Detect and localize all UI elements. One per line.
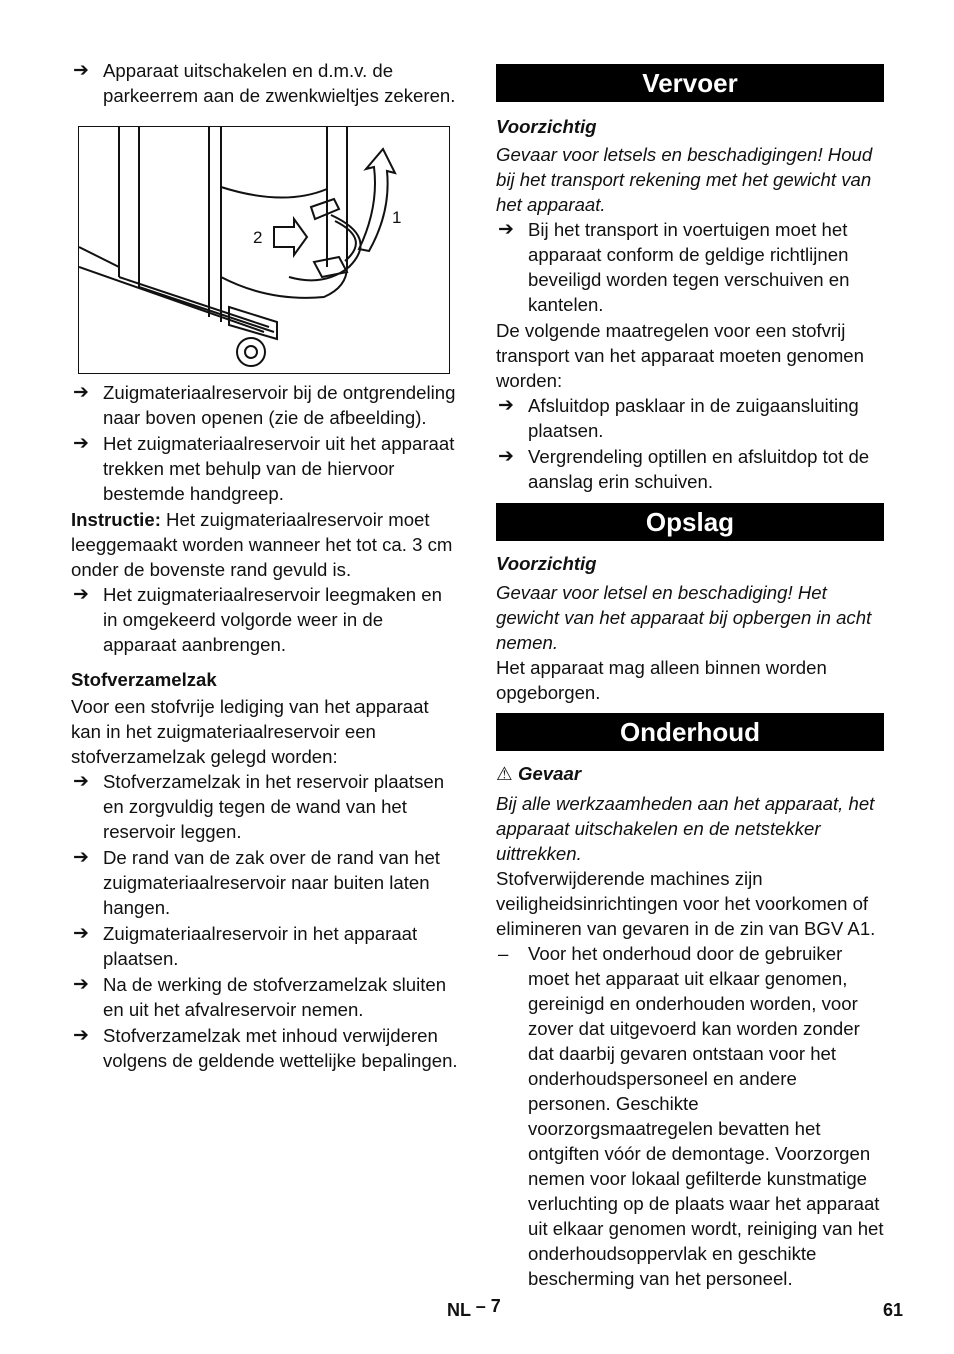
bullet-text: Bij het transport in voertuigen moet het apparaat conform de geldige richtlijnen beveiligd worden tegen verschuiven en kantelen. — [528, 219, 850, 315]
section-heading-vervoer: Vervoer — [496, 64, 884, 102]
footer-language: NL — [447, 1300, 471, 1320]
bullet-item — [71, 380, 461, 430]
arrow-right-icon: ➔ — [73, 583, 89, 605]
bullet-item — [496, 444, 884, 494]
danger-label: Gevaar — [518, 763, 582, 784]
bullet-text: Vergrendeling optillen en afsluitdop tot de aanslag erin schuiven. — [528, 446, 870, 492]
bullet-item — [71, 769, 461, 844]
bullet-item — [71, 582, 461, 657]
section-heading-onderhoud: Onderhoud — [496, 713, 884, 751]
caution-label: Voorzichtig — [496, 116, 597, 137]
bullet-text: Zuigmateriaalreservoir bij de ontgrendeling naar boven openen (zie de afbeelding). — [103, 382, 456, 428]
bullet-text: Afsluitdop pasklaar in de zuigaansluiting plaatsen. — [528, 395, 859, 441]
warning-triangle-icon: ⚠ — [496, 764, 513, 785]
footer-page-number: 61 — [883, 1300, 904, 1320]
danger-text: Bij alle werkzaamheden aan het apparaat, het apparaat uitschakelen en de netstekker uittrekken. — [496, 793, 875, 864]
maintenance-paragraph: Stofverwijderende machines zijn veiligheidsinrichtingen voor het voorkomen of elimineren van gevaren in de zin van BGV A1. — [496, 868, 876, 939]
subheading-stofverzamelzak: Stofverzamelzak — [71, 669, 217, 690]
device-illustration — [78, 126, 450, 374]
transport-paragraph: De volgende maatregelen voor een stofvrij transport van het apparaat moeten genomen worden: — [496, 320, 864, 391]
dash-item-text: Voor het onderhoud door de gebruiker moet het apparaat uit elkaar genomen, gereinigd en onderhouden worden, voor zover dat uitgevoerd kan worden zonder dat daarbij gevaren ontstaan voor het onderhoudspersoneel en andere personen. Geschikte voorzorgsmaatregelen bevatten het ontgiften vóór de demontage. Voorzorgen nemen voor lokaal gefilterde kunstmatige verluchting op de plaats waar het apparaat uit elkaar genomen wordt, reiniging van het onderhoudsoppervlak en geschikte bescherming van het personeel. — [528, 943, 884, 1289]
bullet-text: De rand van de zak over de rand van het zuigmateriaalreservoir naar buiten laten hangen. — [103, 847, 440, 918]
vacuum-cleaner-drawing — [79, 127, 449, 373]
instruction-note — [71, 507, 461, 582]
section-heading-opslag: Opslag — [496, 503, 884, 541]
arrow-right-icon: ➔ — [73, 1024, 89, 1046]
bullet-text: Apparaat uitschakelen en d.m.v. de parkeerrem aan de zwenkwieltjes zekeren. — [103, 60, 456, 106]
footer-language-page — [447, 1298, 501, 1323]
arrow-right-icon: ➔ — [73, 846, 89, 868]
bullet-item — [71, 58, 461, 108]
left-column — [71, 58, 461, 1074]
bullet-item — [71, 431, 461, 506]
bullet-item — [71, 972, 461, 1022]
arrow-right-icon: ➔ — [73, 432, 89, 454]
dash-list-item — [496, 941, 884, 1291]
bullet-item — [71, 921, 461, 971]
bullet-text: Het zuigmateriaalreservoir leegmaken en in omgekeerd volgorde weer in de apparaat aanbrengen. — [103, 584, 442, 655]
right-column — [496, 64, 884, 1291]
subheading-paragraph: Voor een stofvrije lediging van het apparaat kan in het zuigmateriaalreservoir een stofverzamelzak gelegd worden: — [71, 696, 429, 767]
arrow-right-icon: ➔ — [73, 59, 89, 81]
dash-bullet: – — [498, 943, 509, 964]
arrow-right-icon: ➔ — [73, 973, 89, 995]
callout-2: 2 — [253, 228, 263, 247]
bullet-text: Na de werking de stofverzamelzak sluiten en uit het afvalreservoir nemen. — [103, 974, 447, 1020]
arrow-right-icon: ➔ — [498, 218, 514, 240]
arrow-right-icon: ➔ — [498, 394, 514, 416]
instruction-text: Het zuigmateriaalreservoir moet leeggemaakt worden wanneer het tot ca. 3 cm onder de bovenste rand gevuld is. — [71, 509, 453, 580]
caution-text: Gevaar voor letsel en beschadiging! Het gewicht van het apparaat bij opbergen in acht nemen. — [496, 582, 872, 653]
storage-paragraph: Het apparaat mag alleen binnen worden opgeborgen. — [496, 657, 827, 703]
bullet-item — [71, 845, 461, 920]
bullet-text: Zuigmateriaalreservoir in het apparaat plaatsen. — [103, 923, 418, 969]
arrow-right-icon: ➔ — [73, 770, 89, 792]
danger-label-row — [496, 761, 884, 787]
footer-sub-page: – 7 — [475, 1296, 501, 1316]
bullet-text: Stofverzamelzak in het reservoir plaatsen en zorgvuldig tegen de wand van het reservoir leggen. — [103, 771, 445, 842]
arrow-right-icon: ➔ — [73, 381, 89, 403]
arrow-right-icon: ➔ — [73, 922, 89, 944]
bullet-item — [496, 217, 884, 317]
bullet-text: Stofverzamelzak met inhoud verwijderen volgens de geldende wettelijke bepalingen. — [103, 1025, 458, 1071]
caution-text: Gevaar voor letsels en beschadigingen! Houd bij het transport rekening met het gewicht van het apparaat. — [496, 144, 873, 215]
bullet-item — [496, 393, 884, 443]
bullet-text: Het zuigmateriaalreservoir uit het apparaat trekken met behulp van de hiervoor bestemde handgreep. — [103, 433, 455, 504]
instruction-label: Instructie: — [71, 509, 161, 530]
callout-1: 1 — [392, 208, 402, 227]
bullet-item — [71, 1023, 461, 1073]
caution-label: Voorzichtig — [496, 553, 597, 574]
arrow-right-icon: ➔ — [498, 445, 514, 467]
